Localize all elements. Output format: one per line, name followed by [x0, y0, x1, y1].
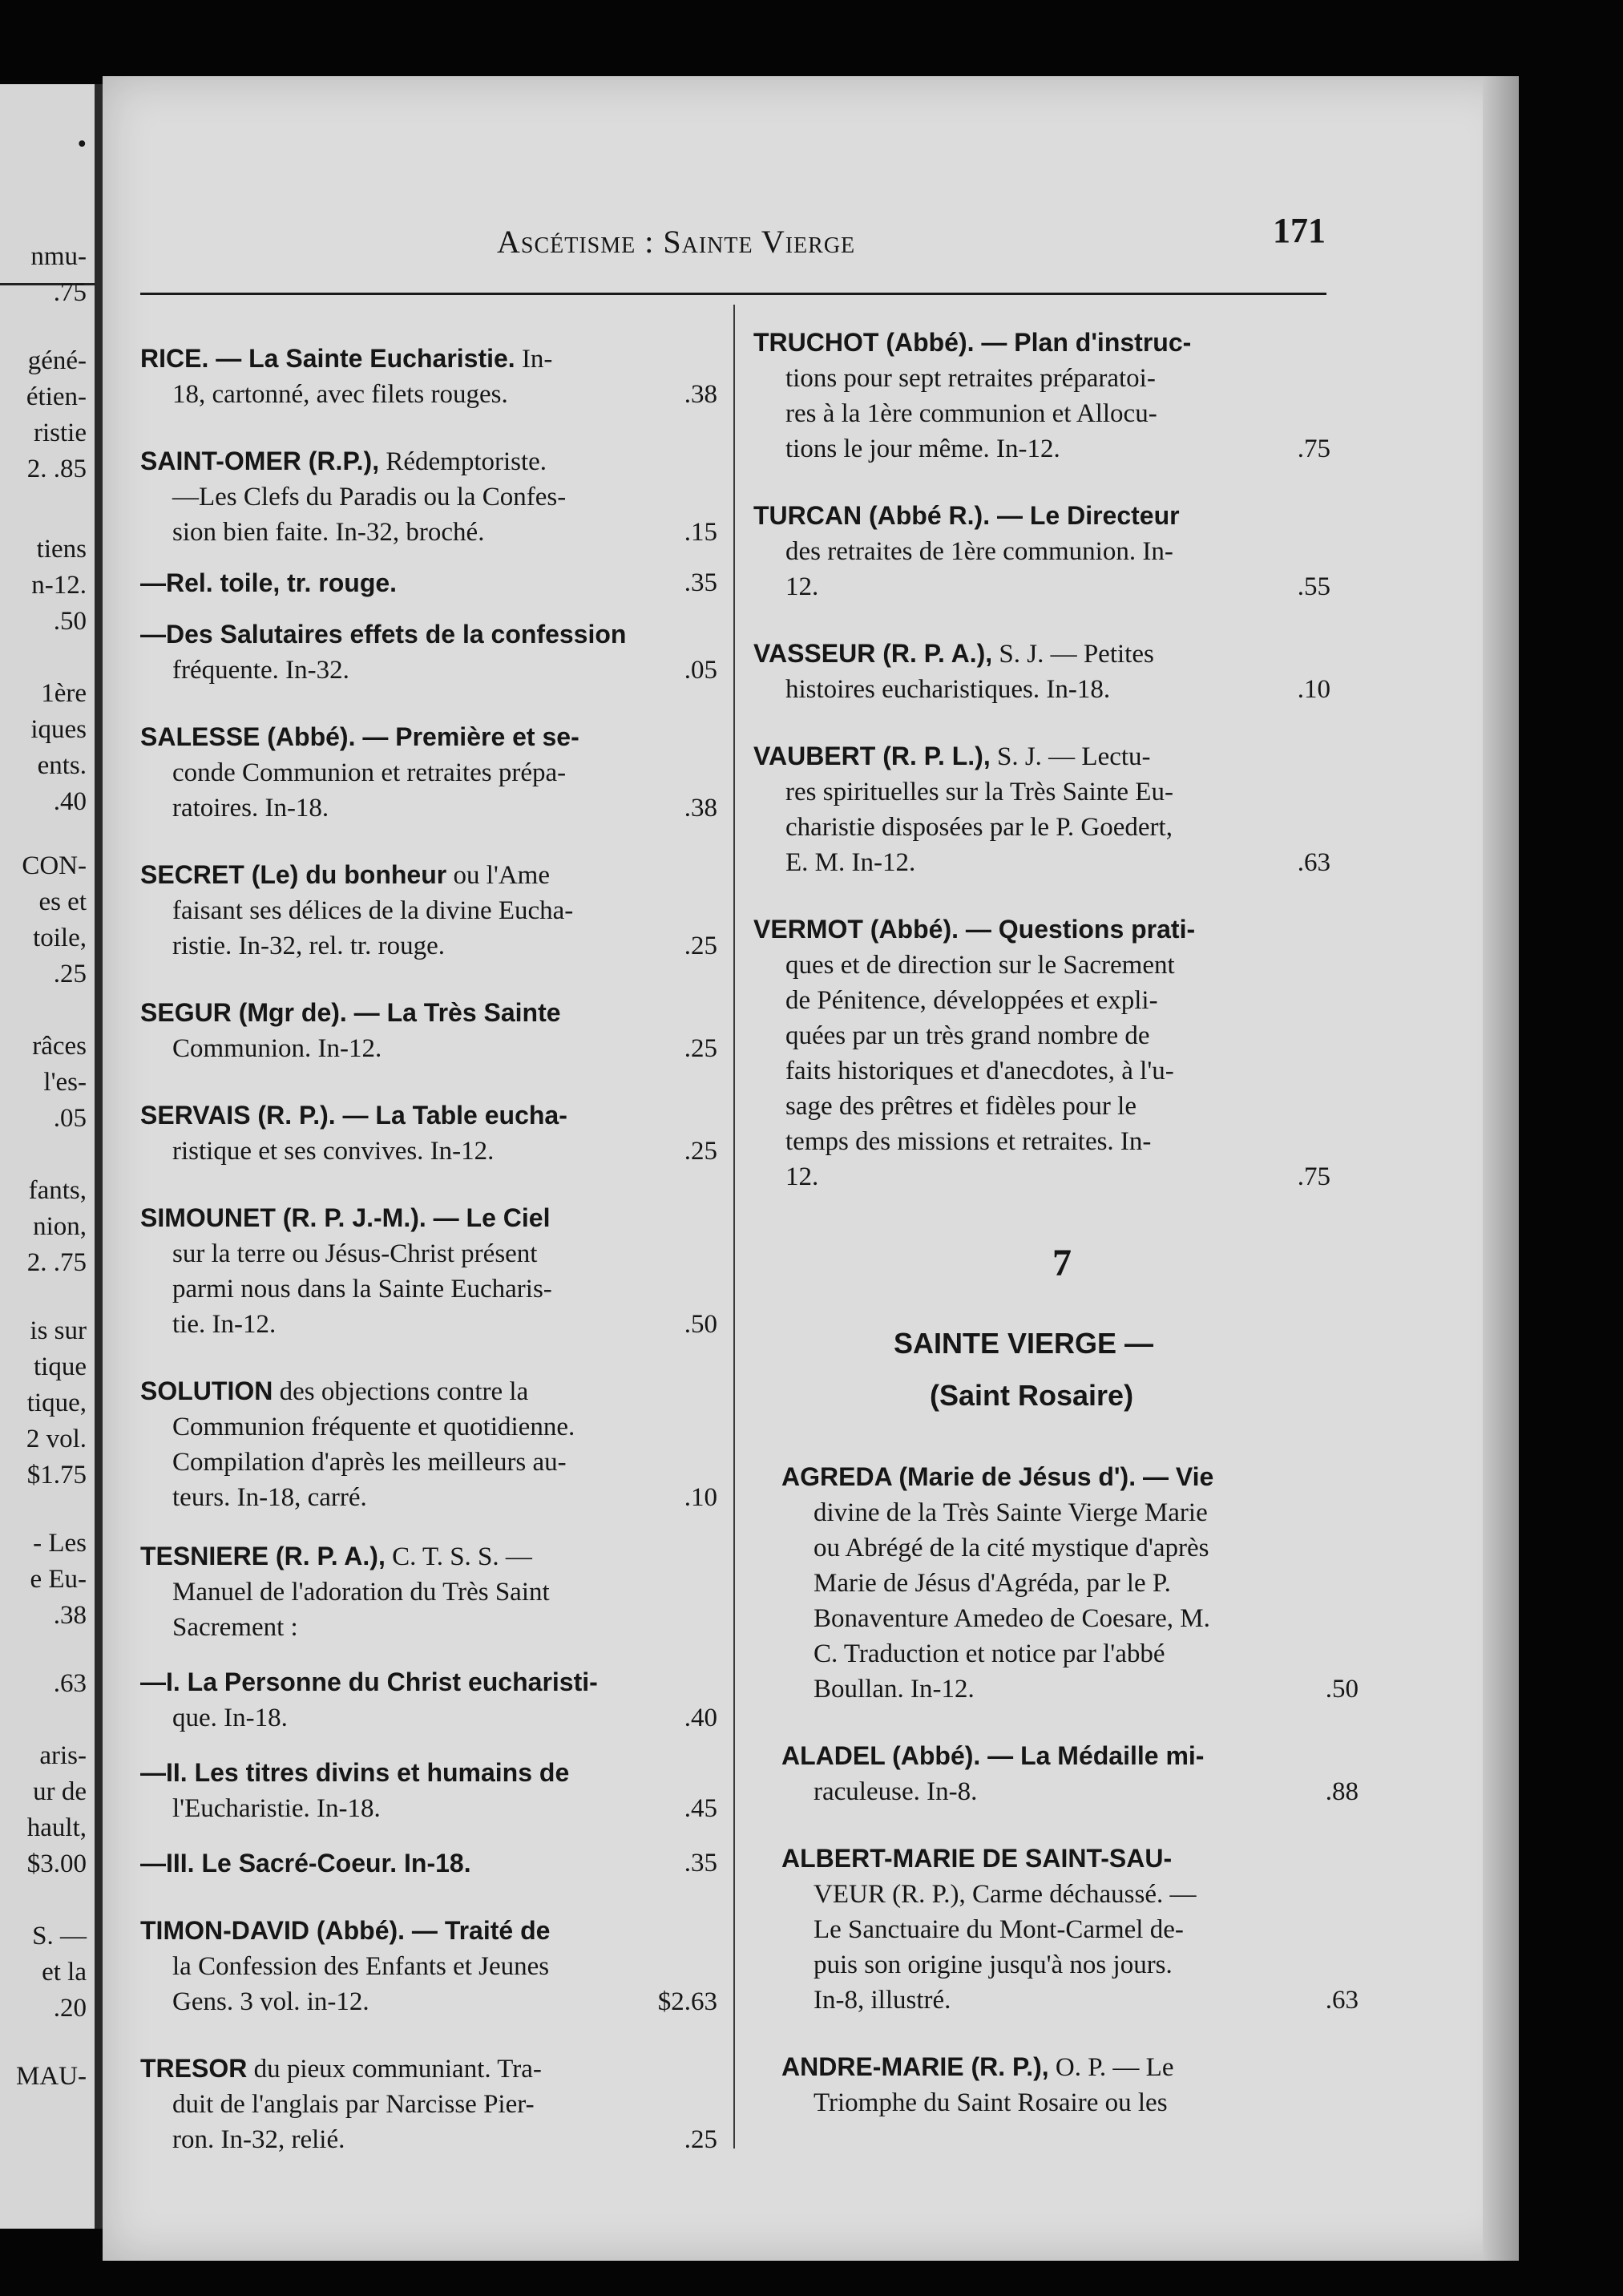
- entry-line: [140, 565, 717, 601]
- entry-text: ou l'Ame: [446, 861, 550, 890]
- entry-heading: SAINT-OMER (R.P.),: [140, 447, 380, 475]
- entry-heading: SEGUR (Mgr de). — La Très Sainte: [140, 998, 561, 1027]
- entry-line: [781, 1774, 1359, 1809]
- entry-price: .55: [1297, 572, 1330, 601]
- entry-text: E. M. In-12.: [785, 848, 916, 877]
- entry-text: In-32.: [278, 656, 349, 685]
- previous-page-text-fragment: ents.: [37, 751, 87, 780]
- entry-line: [753, 948, 1330, 983]
- entry-text: ou Abrégé de la cité mystique d'après: [814, 1534, 1209, 1562]
- entry-text: ou la Confes-: [417, 483, 567, 511]
- catalog-entry: [753, 636, 1330, 707]
- entry-heading: VAUBERT (R. P. L.),: [753, 742, 991, 770]
- previous-page-text-fragment: .25: [53, 960, 87, 988]
- entry-line: [140, 1409, 717, 1445]
- entry-line: [140, 1236, 717, 1271]
- entry-heading: —III. Le Sacré-Coeur. In-18.: [140, 1849, 471, 1878]
- entry-line: [781, 1530, 1359, 1566]
- entry-line: [753, 1159, 1330, 1194]
- entry-price: .10: [1297, 675, 1330, 704]
- entry-line: [140, 995, 717, 1031]
- previous-page-text-fragment: 2. .85: [26, 455, 87, 483]
- previous-page-text-fragment: .05: [53, 1104, 87, 1133]
- entry-line: [781, 1912, 1359, 1947]
- entry-line: [140, 1791, 717, 1826]
- entry-line: [140, 616, 717, 653]
- entry-text: In-8, illustré.: [814, 1986, 951, 2015]
- entry-text: ristie. In-32, rel. tr. rouge.: [172, 932, 445, 960]
- catalog-entry: [753, 912, 1330, 1194]
- previous-page-text-fragment: ristie: [34, 418, 87, 447]
- previous-page-text-fragment: aris-: [39, 1741, 87, 1770]
- entry-line: [140, 1913, 717, 1949]
- entry-text: S. J. — Petites: [992, 640, 1154, 669]
- entry-line: [753, 1018, 1330, 1053]
- entry-text: la Confession des Enfants et Jeunes: [172, 1952, 550, 1981]
- entry-text: sion bien faite. In-32, broché.: [172, 518, 485, 547]
- entry-text: sage des prêtres et fidèles pour le: [785, 1092, 1137, 1121]
- entry-heading: —Des Salutaires effets de la confession: [140, 620, 627, 649]
- entry-text: Carme déchaussé. —: [965, 1880, 1197, 1909]
- entry-text: Communion.: [172, 1034, 312, 1063]
- entry-heading: ANDRE-MARIE (R. P.),: [781, 2052, 1049, 2081]
- entry-line: [781, 1636, 1359, 1671]
- previous-page-text-fragment: .50: [53, 607, 87, 636]
- entry-heading: TURCAN (Abbé R.). — Le Directeur: [753, 501, 1180, 530]
- entry-price: $2.63: [657, 1987, 717, 2016]
- entry-line: [140, 857, 717, 893]
- entry-heading: TESNIERE (R. P. A.),: [140, 1542, 386, 1570]
- catalog-entry: [781, 1459, 1359, 1707]
- entry-text: sur la terre: [172, 1239, 286, 1268]
- entry-heading: VERMOT (Abbé). — Questions prati-: [753, 915, 1196, 944]
- entry-price: .15: [684, 518, 717, 547]
- entry-line: [781, 2049, 1359, 2085]
- previous-page-text-fragment: .75: [53, 278, 87, 307]
- catalog-entry: [753, 738, 1330, 880]
- entry-text: 18, cartonné, avec filets rouges.: [172, 380, 508, 409]
- entry-line: [753, 1053, 1330, 1089]
- entry-text: Triomphe du Saint Rosaire: [814, 2088, 1099, 2117]
- entry-line: [140, 1538, 717, 1574]
- previous-page-text-fragment: S. —: [32, 1922, 87, 1950]
- entry-text: tie. In-12.: [172, 1310, 277, 1339]
- entry-text: tions le jour même. In-12.: [785, 435, 1060, 463]
- entry-heading: AGREDA (Marie de Jésus d'). — Vie: [781, 1462, 1214, 1491]
- entry-text: tions pour sept retraites préparatoi-: [785, 364, 1156, 393]
- entry-line: [753, 431, 1330, 467]
- entry-price: .38: [684, 380, 717, 409]
- entry-text: l'Eucharistie. In-18.: [172, 1794, 381, 1823]
- entry-heading: TRESOR: [140, 2054, 248, 2083]
- previous-page-text-fragment: .20: [53, 1994, 87, 2023]
- entry-line: [781, 1738, 1359, 1774]
- entry-heading: ALADEL (Abbé). — La Médaille mi-: [781, 1741, 1205, 1770]
- entry-line: [140, 1610, 717, 1645]
- entry-text: charistie: [785, 813, 875, 842]
- entry-heading: TRUCHOT (Abbé). — Plan d'instruc-: [753, 328, 1192, 357]
- previous-page-text-fragment: CON-: [22, 851, 87, 880]
- section-title: SAINTE VIERGE —: [894, 1327, 1154, 1360]
- previous-page-text-fragment: is sur: [30, 1316, 87, 1345]
- entry-line: [781, 1459, 1359, 1495]
- entry-price: .50: [1325, 1675, 1359, 1704]
- entry-line: [781, 1601, 1359, 1636]
- entry-line: [140, 1845, 717, 1882]
- entry-text: In-18.: [1040, 675, 1111, 704]
- entry-heading: SOLUTION: [140, 1376, 273, 1405]
- entry-heading: SIMOUNET (R. P. J.-M.). — Le Ciel: [140, 1203, 551, 1232]
- catalog-entry: [140, 1373, 717, 1515]
- previous-page-edge: [0, 84, 103, 2229]
- previous-page-text-fragment: .38: [53, 1601, 87, 1630]
- entry-text: ron. In-32, relié.: [172, 2125, 345, 2154]
- entry-line: [781, 1566, 1359, 1601]
- entry-line: [140, 719, 717, 755]
- entry-price: .63: [1297, 848, 1330, 877]
- entry-text: ristique et ses convives.: [172, 1137, 424, 1166]
- previous-page-text-fragment: n-12.: [31, 571, 87, 600]
- entry-line: [753, 1089, 1330, 1124]
- entry-price: .40: [684, 1704, 717, 1732]
- page-edge-shadow: [1483, 76, 1519, 2261]
- header-rule: [140, 293, 1326, 295]
- entry-text: de Pénitence,: [785, 986, 927, 1015]
- entry-line: [140, 1200, 717, 1236]
- entry-text: des objections contre la: [273, 1377, 529, 1406]
- entry-price: .25: [684, 1137, 717, 1166]
- catalog-entry: [140, 443, 717, 550]
- entry-text: C. Traduction et notice par l'abbé: [814, 1639, 1165, 1668]
- entry-heading: SERVAIS (R. P.). — La Table eucha-: [140, 1101, 567, 1130]
- catalog-entry: [140, 995, 717, 1066]
- entry-heading: TIMON-DAVID (Abbé). — Traité de: [140, 1916, 551, 1945]
- entry-text: histoires eucharistiques.: [785, 675, 1040, 704]
- entry-line: [781, 2085, 1359, 2120]
- catalog-entry: [140, 2051, 717, 2157]
- entry-text: 3 vol. in-12.: [233, 1987, 369, 2016]
- previous-page-text-fragment: 2 vol.: [26, 1425, 87, 1453]
- entry-price: .50: [684, 1310, 717, 1339]
- entry-line: [753, 672, 1330, 707]
- catalog-entry: [140, 719, 717, 826]
- entry-text: teurs. In-18, carré.: [172, 1483, 367, 1512]
- entry-text: Le Sanctuaire du Mont-Carmel: [814, 1915, 1144, 1944]
- entry-line: [140, 1307, 717, 1342]
- entry-price: .38: [684, 794, 717, 823]
- entry-text: disposées par le P. Goedert,: [874, 813, 1173, 842]
- catalog-entry: [140, 1538, 717, 1645]
- entry-line: [140, 1031, 717, 1066]
- running-head: Ascétisme : Sainte Vierge: [497, 224, 856, 260]
- entry-line: [140, 1755, 717, 1791]
- entry-line: [781, 1877, 1359, 1912]
- entry-text: res spirituelles sur la Très Sainte Eu-: [785, 778, 1173, 806]
- entry-line: [753, 569, 1330, 604]
- entry-line: [140, 1134, 717, 1169]
- previous-page-text-fragment: tique,: [26, 1389, 87, 1417]
- entry-line: [140, 2122, 717, 2157]
- entry-line: [753, 845, 1330, 880]
- previous-page-text-fragment: râces: [32, 1032, 87, 1061]
- catalog-entry: [140, 1664, 717, 1736]
- previous-page-text-fragment: hault,: [26, 1813, 87, 1842]
- catalog-entry: [140, 1755, 717, 1826]
- catalog-entry: [781, 2049, 1359, 2120]
- entry-text: Bonaventure Amedeo de Coesare, M.: [814, 1604, 1210, 1633]
- entry-line: [781, 1983, 1359, 2018]
- entry-text: conde Communion: [172, 758, 375, 787]
- section-number: 7: [1052, 1242, 1072, 1284]
- entry-line: [140, 755, 717, 790]
- entry-line: [140, 1574, 717, 1610]
- catalog-entry: [140, 1097, 717, 1169]
- entry-line: [140, 1480, 717, 1515]
- entry-text: 12.: [785, 1162, 819, 1191]
- entry-text: In-8.: [919, 1777, 978, 1806]
- entry-text: O. P. — Le: [1048, 2053, 1174, 2082]
- entry-line: [140, 515, 717, 550]
- entry-line: [140, 443, 717, 479]
- entry-line: [753, 534, 1330, 569]
- previous-page-text-fragment: MAU-: [16, 2062, 87, 2091]
- entry-text: Marie de Jésus d'Agréda, par le P.: [814, 1569, 1171, 1598]
- entry-text: ques et de direction sur le Sacrement: [785, 951, 1175, 980]
- entry-line: [753, 396, 1330, 431]
- column-divider: [733, 305, 735, 2148]
- entry-text: In-12.: [311, 1034, 382, 1063]
- previous-page-text-fragment: fants,: [28, 1176, 87, 1205]
- entry-line: [753, 361, 1330, 396]
- previous-page-text-fragment: $1.75: [26, 1461, 87, 1490]
- entry-line: [140, 377, 717, 412]
- section-subtitle: (Saint Rosaire): [930, 1379, 1134, 1412]
- previous-page-text-fragment: - Les: [33, 1529, 87, 1558]
- entry-text: S. J. — Lectu-: [990, 742, 1151, 771]
- previous-page-text-fragment: 1ère: [41, 679, 87, 708]
- catalog-entry: [753, 325, 1330, 467]
- previous-page-text-fragment: géné-: [27, 346, 87, 375]
- entry-line: [140, 1445, 717, 1480]
- catalog-entry: [781, 1738, 1359, 1809]
- entry-text: duit de l'anglais par Narcisse Pier-: [172, 2090, 535, 2119]
- previous-page-text-fragment: $3.00: [26, 1849, 87, 1878]
- entry-text: fréquente.: [172, 656, 279, 685]
- entry-text: de-: [1143, 1915, 1184, 1944]
- entry-heading: SALESSE (Abbé). — Première et se-: [140, 722, 579, 751]
- entry-line: [753, 498, 1330, 534]
- catalog-entry: [140, 857, 717, 964]
- entry-text: faisant ses délices de la divine Eucha-: [172, 896, 574, 925]
- previous-page-text-fragment: .63: [53, 1669, 87, 1698]
- catalog-entry: [140, 1913, 717, 2019]
- entry-line: [140, 341, 717, 377]
- entry-text: C. T. S. S. —: [385, 1542, 532, 1571]
- entry-text: In-: [515, 345, 553, 374]
- entry-heading: SECRET (Le) du bonheur: [140, 860, 447, 889]
- entry-line: [140, 1949, 717, 1984]
- entry-price: .35: [684, 1849, 717, 1878]
- catalog-entry: [140, 616, 717, 688]
- entry-price: .25: [684, 1034, 717, 1063]
- entry-text: puis son origine jusqu'à nos jours.: [814, 1950, 1173, 1979]
- catalog-entry: [140, 341, 717, 412]
- entry-heading: VASSEUR (R. P. A.),: [753, 639, 993, 668]
- entry-line: [140, 928, 717, 964]
- previous-page-text-fragment: nion,: [33, 1212, 87, 1241]
- entry-text: temps des missions et retraites. In-: [785, 1127, 1152, 1156]
- previous-page-text-fragment: étien-: [26, 382, 87, 411]
- entry-price: .88: [1325, 1777, 1359, 1806]
- previous-page-text-fragment: nmu-: [30, 242, 87, 271]
- page-number: 171: [1273, 211, 1326, 250]
- entry-line: [140, 653, 717, 688]
- entry-line: [140, 893, 717, 928]
- entry-line: [753, 738, 1330, 774]
- entry-text: VEUR (R. P.),: [814, 1880, 966, 1909]
- entry-text: In-12.: [423, 1137, 495, 1166]
- catalog-entry: [140, 1200, 717, 1342]
- entry-text: Compilation d'après les meilleurs au-: [172, 1448, 567, 1477]
- entry-text: Sacrement :: [172, 1613, 298, 1642]
- entry-text: quées par un très grand nombre de: [785, 1021, 1150, 1050]
- catalog-entry: [781, 1841, 1359, 2018]
- entry-text: ou Jésus-Christ présent: [285, 1239, 538, 1268]
- entry-text: Gens.: [172, 1987, 234, 2016]
- entry-price: .75: [1297, 1162, 1330, 1191]
- previous-page-text-fragment: tique: [34, 1352, 87, 1381]
- entry-line: [140, 1271, 717, 1307]
- entry-price: .25: [684, 932, 717, 960]
- entry-heading: —I. La Personne du Christ eucharisti-: [140, 1667, 598, 1696]
- entry-text: parmi nous dans la Sainte Eucharis-: [172, 1275, 552, 1304]
- entry-text: ou les: [1098, 2088, 1168, 2117]
- entry-text: Communion fréquente et quotidienne.: [172, 1413, 575, 1441]
- entry-price: .63: [1325, 1986, 1359, 2015]
- entry-heading: RICE. — La Sainte Eucharistie.: [140, 344, 515, 373]
- entry-text: Manuel de l'adoration du Très Saint: [172, 1578, 550, 1607]
- entry-text: —Les Clefs du Paradis: [172, 483, 418, 511]
- entry-text: 12.: [785, 572, 819, 601]
- entry-text: faits historiques et d'anecdotes, à l'u-: [785, 1057, 1174, 1085]
- entry-line: [753, 912, 1330, 948]
- previous-page-text-fragment: e Eu-: [30, 1565, 87, 1594]
- entry-line: [140, 1700, 717, 1736]
- previous-page-text-fragment: es et: [38, 887, 87, 916]
- entry-text: Rédemptoriste.: [379, 447, 547, 476]
- entry-line: [753, 983, 1330, 1018]
- entry-text: développées et expli-: [926, 986, 1158, 1015]
- entry-text: à la 1ère communion et Allocu-: [816, 399, 1157, 428]
- entry-price: .45: [684, 1794, 717, 1823]
- entry-text: que. In-18.: [172, 1704, 288, 1732]
- previous-page-text-fragment: et la: [42, 1958, 87, 1987]
- entry-text: et retraites prépa-: [374, 758, 567, 787]
- entry-text: In-: [1136, 537, 1173, 566]
- entry-line: [781, 1841, 1359, 1877]
- entry-heading: ALBERT-MARIE DE SAINT-SAU-: [781, 1844, 1173, 1873]
- entry-price: .75: [1297, 435, 1330, 463]
- entry-text: res: [785, 399, 817, 428]
- entry-line: [753, 1124, 1330, 1159]
- entry-text: raculeuse.: [814, 1777, 920, 1806]
- entry-price: .35: [684, 568, 717, 597]
- previous-page-text-fragment: .40: [53, 787, 87, 816]
- catalog-entry: [140, 565, 717, 601]
- entry-line: [781, 1671, 1359, 1707]
- entry-line: [140, 1097, 717, 1134]
- entry-heading: —Rel. toile, tr. rouge.: [140, 568, 398, 597]
- previous-page-text-fragment: l'es-: [43, 1068, 87, 1097]
- previous-page-text-fragment: iques: [30, 715, 87, 744]
- entry-heading: —II. Les titres divins et humains de: [140, 1758, 570, 1787]
- previous-page-text-fragment: tiens: [36, 535, 87, 564]
- previous-page-text-fragment: 2. .75: [26, 1248, 87, 1277]
- entry-line: [753, 810, 1330, 845]
- entry-line: [140, 2051, 717, 2087]
- entry-line: [781, 1947, 1359, 1983]
- catalog-entry: [753, 498, 1330, 604]
- previous-page-text-fragment: •: [77, 130, 87, 159]
- entry-line: [140, 1373, 717, 1409]
- entry-text: des retraites de 1ère communion.: [785, 537, 1137, 566]
- entry-line: [753, 636, 1330, 672]
- entry-price: .10: [684, 1483, 717, 1512]
- entry-price: .05: [684, 656, 717, 685]
- entry-line: [140, 479, 717, 515]
- previous-page-text-fragment: toile,: [33, 924, 87, 952]
- entry-line: [753, 325, 1330, 361]
- entry-text: du pieux communiant. Tra-: [247, 2055, 542, 2084]
- entry-text: ratoires. In-18.: [172, 794, 329, 823]
- entry-line: [140, 2087, 717, 2122]
- entry-line: [140, 1984, 717, 2019]
- entry-line: [781, 1495, 1359, 1530]
- entry-price: .25: [684, 2125, 717, 2154]
- entry-line: [140, 1664, 717, 1700]
- entry-text: Boullan. In-12.: [814, 1675, 975, 1704]
- entry-text: divine de la Très Sainte Vierge Marie: [814, 1498, 1208, 1527]
- previous-page-text-fragment: ur de: [33, 1777, 87, 1806]
- entry-line: [140, 790, 717, 826]
- catalog-entry: [140, 1845, 717, 1882]
- entry-line: [753, 774, 1330, 810]
